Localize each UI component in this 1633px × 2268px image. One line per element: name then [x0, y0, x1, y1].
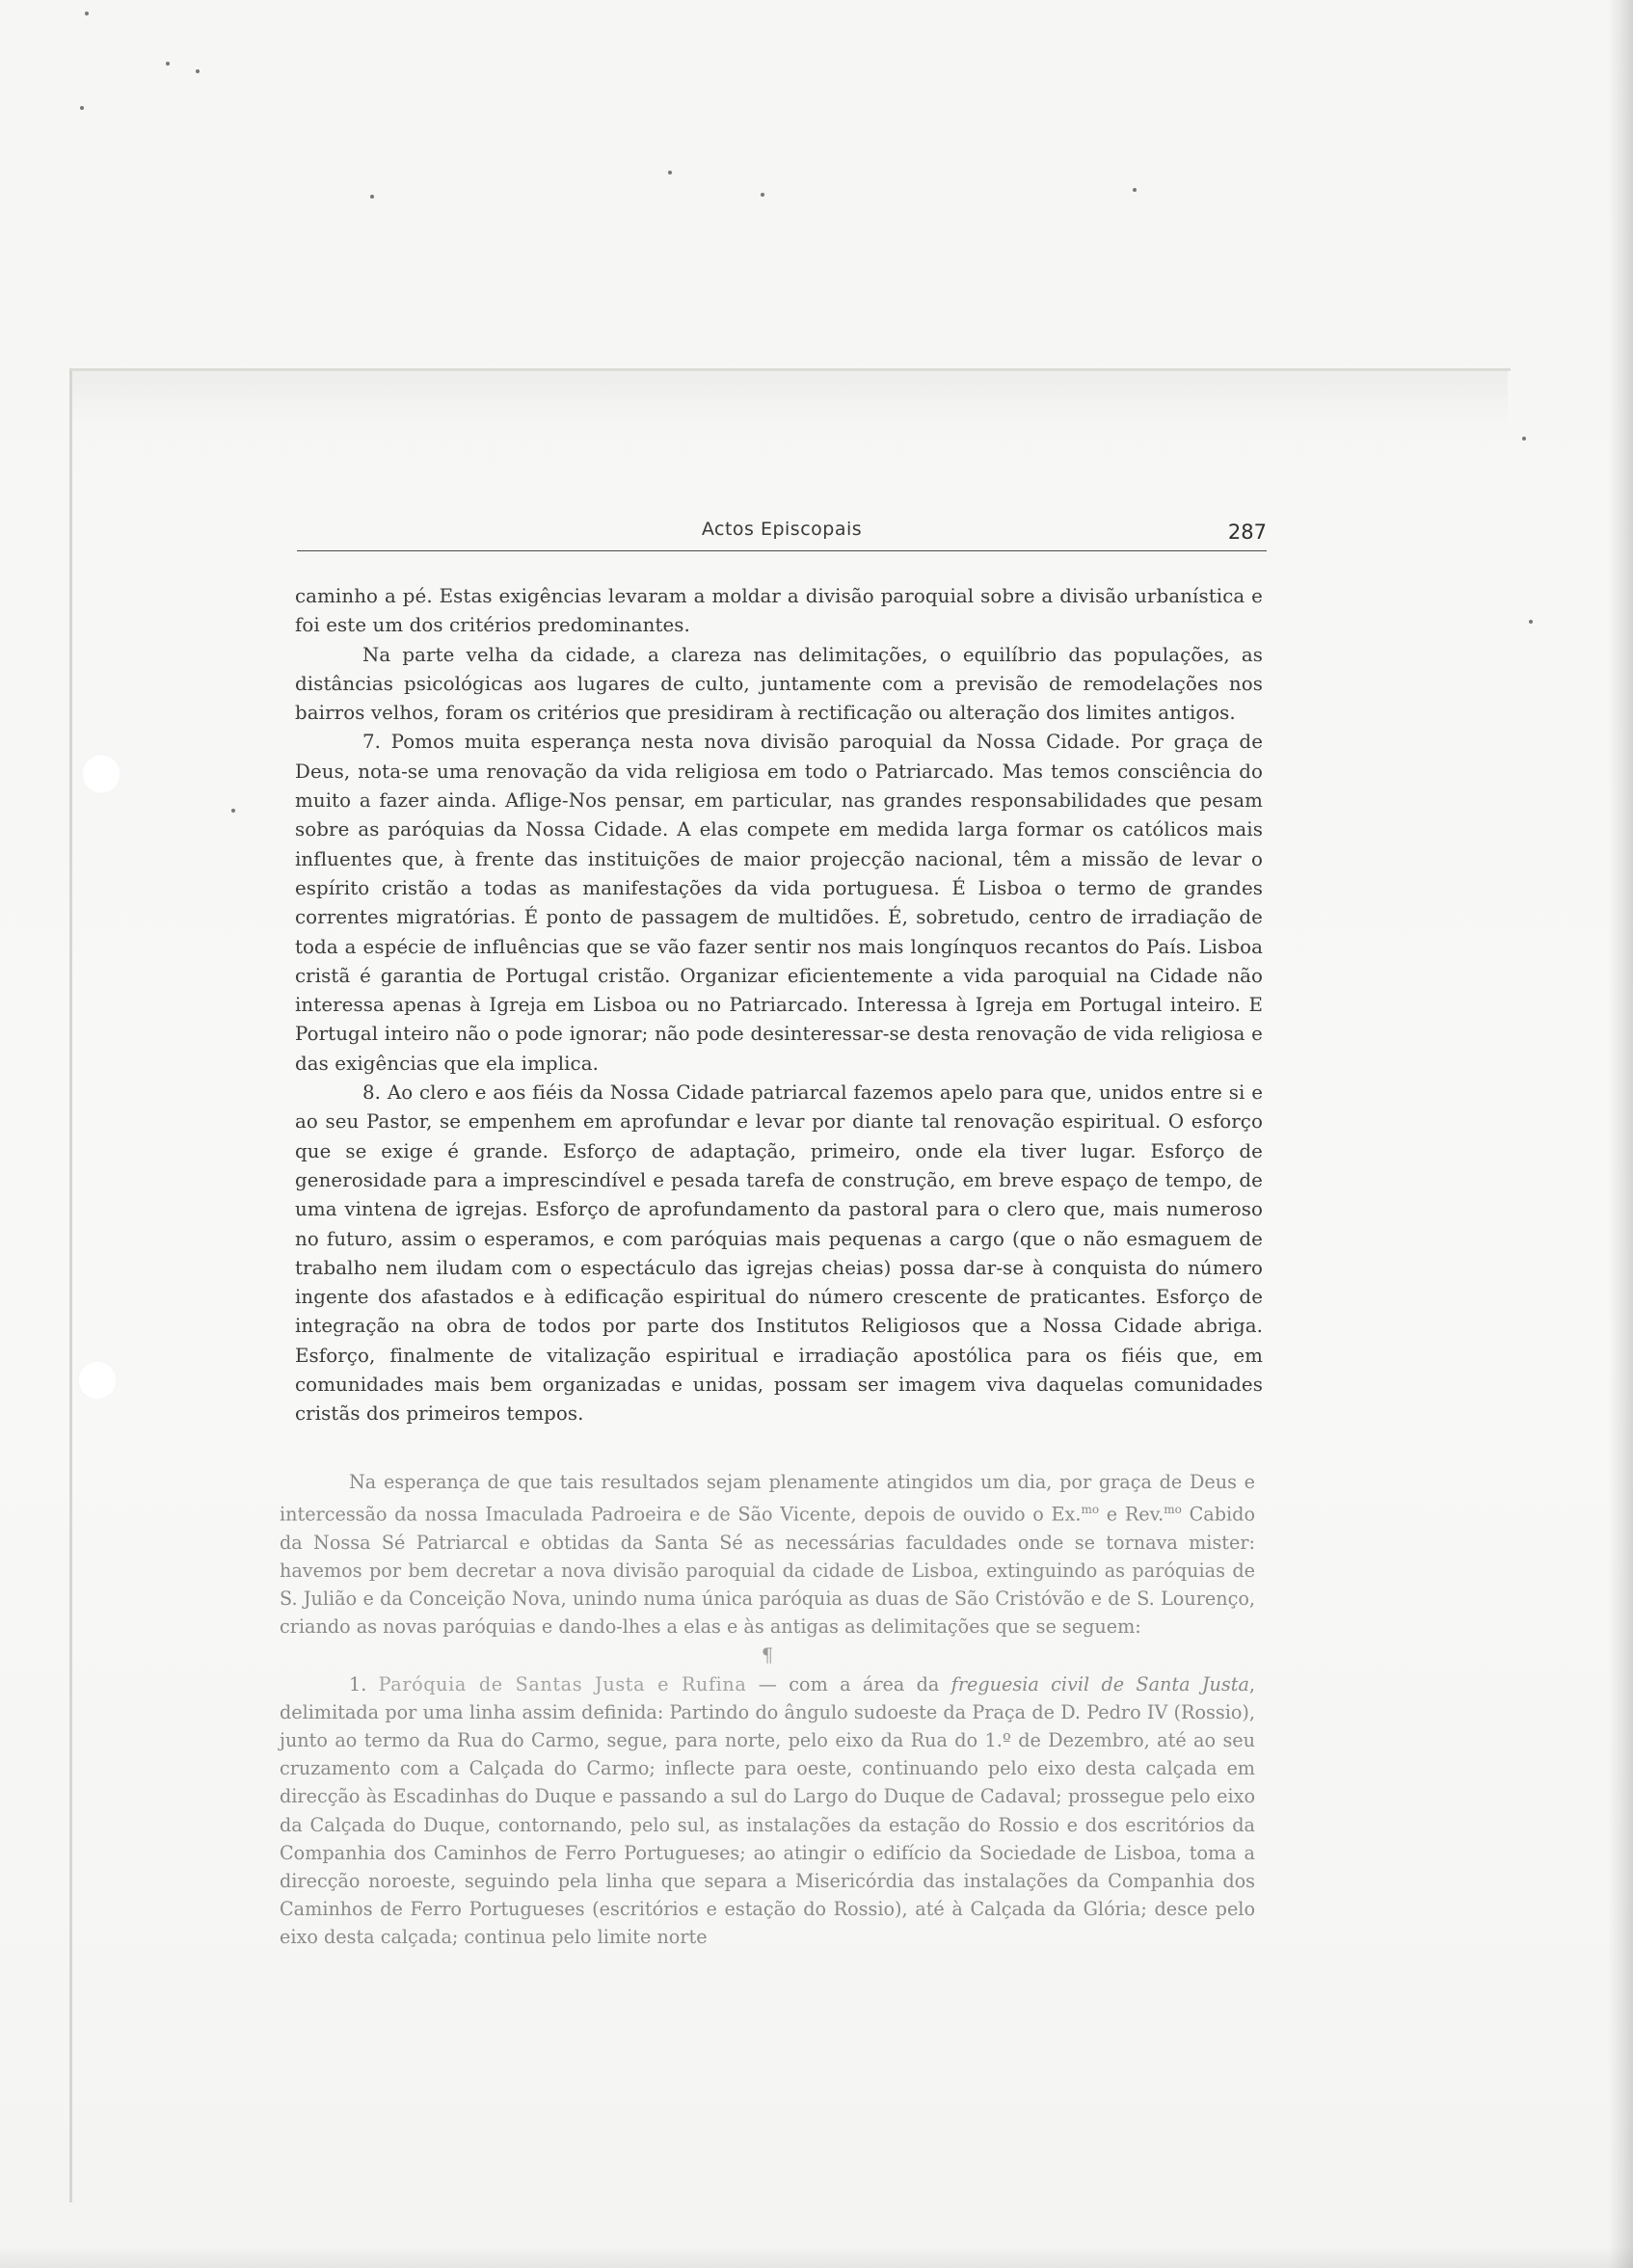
- decree-superscript: mo: [1164, 1503, 1182, 1517]
- dust-speck: [80, 106, 84, 110]
- punch-hole: [77, 1360, 118, 1401]
- paragraph-section-7: 7. Pomos muita esperança nesta nova divisão paroquial da Nossa Cidade. Por graça de Deus, nota-se uma renovação da vida religiosa em todo o Patriarcado. Mas temos consciência do muito a fazer ainda. Aflige-Nos pensar, em particular, nas grandes responsabilidades que pesam sobre as paróquias da Nossa Cidade. A elas compete em medida larga formar os católicos mais influentes que, à frente das instituições de maior projecção nacional, têm a missão de levar o espírito cristão a todas as manifestações da vida portuguesa. É Lisboa o termo de grandes correntes migratórias. É ponto de passagem de multidões. É, sobretudo, centro de irradiação de toda a espécie de influências que se vão fazer sentir nos mais longínquos recantos do País. Lisboa cristã é garantia de Portugal cristão. Organizar eficientemente a vida paroquial na Cidade não interessa apenas à Igreja em Lisboa ou no Patriarcado. Interessa à Igreja em Portugal inteiro. E Portugal inteiro não o pode ignorar; não pode desinteressar-se desta renovação de vida religiosa e das exigências que ela implica.: [295, 731, 1263, 1075]
- running-head-rule: [297, 550, 1267, 551]
- body-text: [295, 582, 1263, 1429]
- running-head: [297, 515, 1267, 557]
- stray-mark: ¶: [761, 1643, 774, 1667]
- dust-speck: [370, 195, 374, 199]
- faded-decree-text: [280, 1468, 1255, 1952]
- parish-1-number: 1.: [349, 1672, 379, 1695]
- dust-speck: [761, 193, 764, 197]
- page-edge-shadow-right: [1608, 0, 1633, 2268]
- dust-speck: [196, 69, 200, 73]
- decree-text-a: Na esperança de que tais resultados sejam plenamente atingidos um dia, por graça de Deus e intercessão da nossa Imaculada Padroeira e de São Vicente, depois de ouvido o Ex.: [280, 1471, 1255, 1526]
- decree-text-b: e Rev.: [1099, 1503, 1165, 1526]
- dust-speck: [166, 62, 170, 66]
- dust-speck: [1529, 620, 1533, 624]
- parish-1-dash: — com a área da: [746, 1672, 951, 1695]
- page-edge-shadow-bottom: [0, 2246, 1633, 2268]
- punch-hole: [81, 754, 121, 794]
- parish-1-italic: freguesia civil de Santa Justa: [950, 1672, 1249, 1695]
- decree-superscript: mo: [1081, 1503, 1100, 1517]
- running-head-title: Actos Episcopais: [701, 519, 863, 540]
- paragraph-continuation: caminho a pé. Estas exigências levaram a moldar a divisão paroquial sobre a divisão urbanística e foi este um dos critérios predominantes.: [295, 585, 1263, 637]
- dust-speck: [668, 171, 672, 174]
- parish-1-heading: Paróquia de Santas Justa e Rufina: [378, 1672, 747, 1695]
- decree-paragraph: [280, 1468, 1255, 1641]
- paragraph-section-8: 8. Ao clero e aos fiéis da Nossa Cidade patriarcal fazemos apelo para que, unidos entre si e ao seu Pastor, se empenhem em aprofundar e levar por diante tal renovação espiritual. O esforço que se exige é grande. Esforço de adaptação, primeiro, onde ela tiver lugar. Esforço de generosidade para a imprescindível e pesada tarefa de construção, em breve espaço de tempo, de uma vintena de igrejas. Esforço de aprofundamento da pastoral para o clero que, mais numeroso no futuro, assim o esperamos, e com paróquias mais pequenas a cargo (que o não esmaguem de trabalho nem iludam com o espectáculo das igrejas cheias) possa dar-se à conquista do número ingente dos afastados e à edificação espiritual do número crescente de praticantes. Esforço de integração na obra de todos por parte dos Institutos Religiosos que a Nossa Cidade abriga. Esforço, finalmente de vitalização espiritual e irradiação apostólica para os fiéis que, em comunidades mais bem organizadas e unidas, possam ser imagem viva daquelas comunidades cristãs dos primeiros tempos.: [295, 1081, 1263, 1426]
- dust-speck: [1133, 188, 1137, 192]
- paragraph-old-town: Na parte velha da cidade, a clareza nas delimitações, o equilíbrio das populações, as distâncias psicológicas aos lugares de culto, juntamente com a previsão de remodelações nos bairros velhos, foram os critérios que presidiram à rectificação ou alteração dos limites antigos.: [295, 643, 1263, 725]
- dust-speck: [85, 12, 89, 15]
- parish-1-text: , delimitada por uma linha assim definida: Partindo do ângulo sudoeste da Praça de D. Pedro IV (Rossio), junto ao termo da Rua do Carmo, segue, para norte, pelo eixo da Rua do 1.º de Dezembro, até ao seu cruzamento com a Calçada do Carmo; inflecte para oeste, continuando pelo eixo desta calçada em direcção às Escadinhas do Duque e passando a sul do Largo do Duque de Cadaval; prossegue pelo eixo da Calçada do Duque, contornando, pelo sul, as instalações da estação do Rossio e dos escritórios da Companhia dos Caminhos de Ferro Portugueses; ao atingir o edifício da Sociedade de Lisboa, toma a direcção noroeste, seguindo pela linha que separa a Misericórdia das instalações da Companhia dos Caminhos de Ferro Portugueses (escritórios e estação do Rossio), até à Calçada da Glória; desce pelo eixo desta calçada; continua pelo limite norte: [280, 1672, 1256, 1949]
- page-number: 287: [1227, 520, 1267, 544]
- decree-text-c: Cabido da Nossa Sé Patriarcal e obtidas da Santa Sé as necessárias faculdades onde se tornava mister: havemos por bem decretar a nova divisão paroquial da cidade de Lisboa, extinguindo as paróquias de S. Julião e da Conceição Nova, unindo numa única paróquia as duas de São Cristóvão e de S. Lourenço, criando as novas paróquias e dando-lhes a elas e às antigas as delimitações que se seguem:: [280, 1503, 1255, 1639]
- parish-1-paragraph: [280, 1670, 1255, 1952]
- dust-speck: [1522, 437, 1526, 440]
